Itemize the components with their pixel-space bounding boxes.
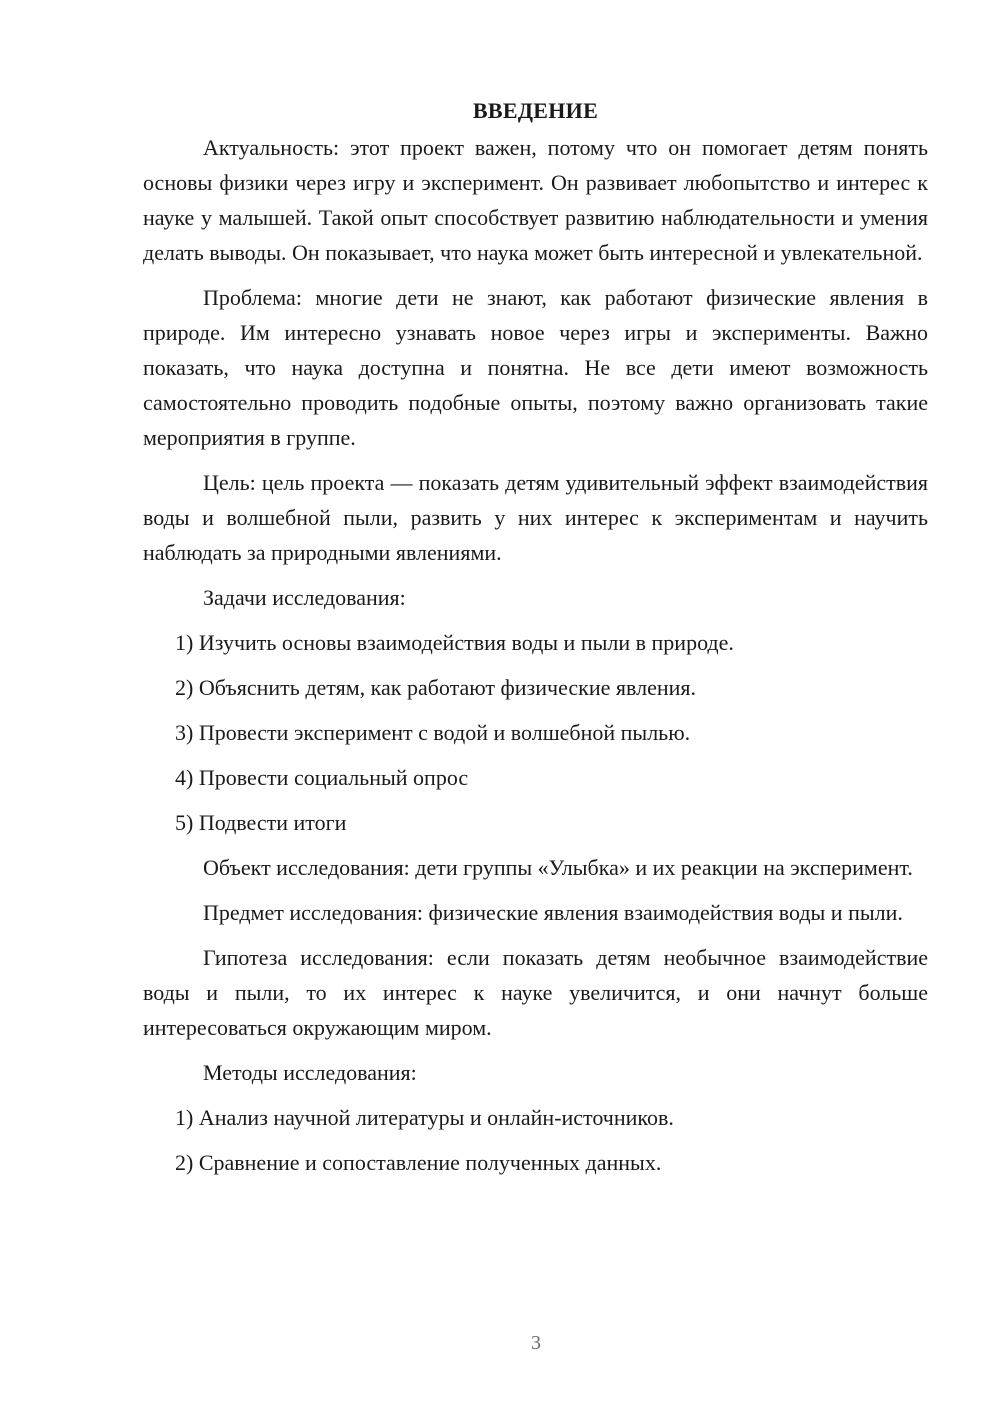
problem-paragraph: Проблема: многие дети не знают, как работают физические явления в природе. Им интересно узнавать новое через игры и эксперименты. Важно показать, что наука доступна и понятна. Не все дети имеют возможность самостоятельно проводить подобные опыты, поэтому важно организовать такие мероприятия в группе. — [143, 285, 928, 450]
page-number: 3 — [531, 1332, 541, 1354]
subject-paragraph: Предмет исследования: физические явления взаимодействия воды и пыли. — [203, 900, 903, 925]
task-item-1: 1) Изучить основы взаимодействия воды и пыли в природе. — [175, 630, 734, 655]
method-item-2: 2) Сравнение и сопоставление полученных данных. — [175, 1150, 662, 1175]
object-paragraph: Объект исследования: дети группы «Улыбка» и их реакции на эксперимент. — [203, 855, 913, 880]
task-item-4: 4) Провести социальный опрос — [175, 765, 469, 790]
page-content — [143, 96, 928, 1190]
method-item-1: 1) Анализ научной литературы и онлайн-источников. — [175, 1105, 674, 1130]
task-item-2: 2) Объяснить детям, как работают физические явления. — [175, 675, 697, 700]
relevance-paragraph: Актуальность: этот проект важен, потому что он помогает детям понять основы физики через игру и эксперимент. Он развивает любопытство и интерес к науке у малышей. Такой опыт способствует развитию наблюдательности и умения делать выводы. Он показывает, что наука может быть интересной и увлекательной. — [143, 135, 928, 265]
tasks-label: Задачи исследования: — [203, 585, 406, 610]
task-item-5: 5) Подвести итоги — [175, 810, 347, 835]
hypothesis-paragraph: Гипотеза исследования: если показать детям необычное взаимодействие воды и пыли, то их интерес к науке увеличится, и они начнут больше интересоваться окружающим миром. — [143, 945, 928, 1040]
goal-paragraph: Цель: цель проекта — показать детям удивительный эффект взаимодействия воды и волшебной пыли, развить у них интерес к экспериментам и научить наблюдать за природными явлениями. — [143, 470, 928, 565]
methods-label: Методы исследования: — [203, 1060, 417, 1085]
task-item-3: 3) Провести эксперимент с водой и волшебной пылью. — [175, 720, 691, 745]
section-heading: ВВЕДЕНИЕ — [472, 98, 599, 123]
